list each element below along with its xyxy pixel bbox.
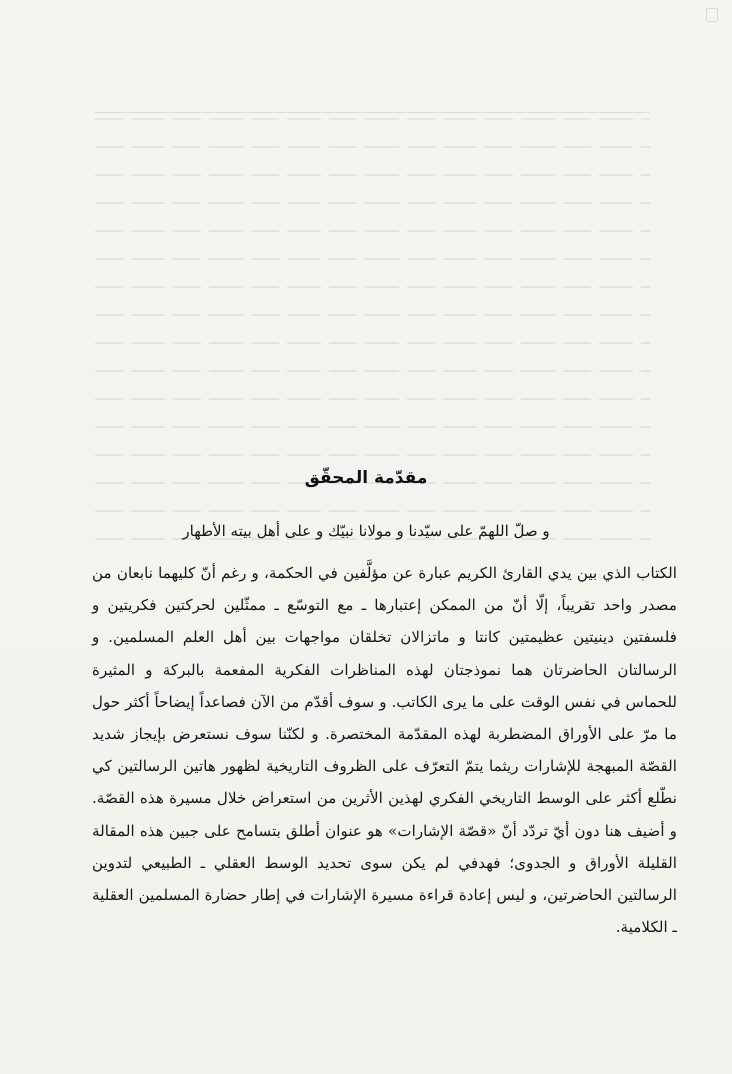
paragraph: الكتاب الذي بين يدي القارئ الكريم عبارة عن مؤلَّفين في الحكمة، و رغم أنّ كليهما نابعان من مصدر واحد تقريباً، إلّا أنّ من الممكن إعتبارها ـ مع التوسّع ـ ممثّلين لحركتين فكريتين و فلسفتين دينيتين عظيمتين كانتا و ماتزالان تخلقان مواجهات بين أهل العلم المسلمين. و الرسالتان الحاضرتان هما نموذجتان لهذه المناظرات الفكرية المفعمة بالبركة و المثيرة للحماس في نفس الوقت على ما يرى الكاتب. و سوف أقدّم من الآن فصاعداً إيضاحاً أكثر حول ما مرّ على الأوراق المضطربة لهذه المقدّمة المختصرة. و لكنّنا سوف نستعرض بإيجاز شديد القصّة المبهجة للإشارات ريثما يتمّ التعرّف على الظروف التاريخية لظهور هاتين الرسالتين كي نطّلع أكثر على الوسط التاريخي الفكري لهذين الأثرين من استعراض خلال مسيرة هذه القصّة. و أضيف هنا دون أيّ تردّد أنّ «قصّة الإشارات» هو عنوان أطلق بتسامح على جبين هذه المقالة القليلة الأوراق و الجدوى؛ فهدفي لم يكن سوى تحديد الوسط العقلي ـ الطبيعي لتدوين الرسالتين الحاضرتين، و ليس إعادة قراءة مسيرة الإشارات في إطار حضارة المسلمين العقلية ـ الكلامية. (92, 564, 677, 937)
body-text (92, 557, 677, 943)
bleed-through-header-rule (95, 112, 650, 113)
bleed-through-text (95, 118, 650, 588)
dedication-line: و صلّ اللهمّ على سيّدنا و مولانا نبيّك و على أهل بيته الأطهار (182, 522, 550, 540)
section-heading: مقدّمة المحقّق (304, 468, 428, 488)
corner-mark (706, 8, 718, 22)
